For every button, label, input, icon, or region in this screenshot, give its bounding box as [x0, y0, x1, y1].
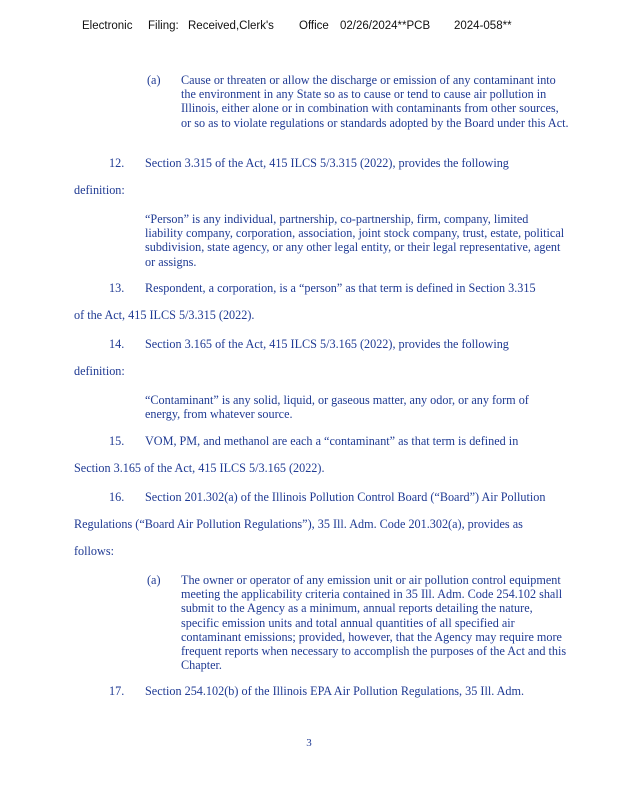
- header-office: Office: [299, 20, 329, 32]
- header-electronic: Electronic: [82, 20, 133, 32]
- page-number: 3: [306, 737, 312, 749]
- paragraph-text: Section 3.165 of the Act, 415 ILCS 5/3.165 (2022), provides the following: [145, 337, 509, 351]
- header-date: 02/26/2024**PCB: [340, 20, 431, 32]
- header-filing: Filing:: [148, 20, 179, 32]
- paragraph-number: 16.: [109, 490, 125, 504]
- paragraph-text: Section 254.102(b) of the Illinois EPA Air Pollution Regulations, 35 Ill. Adm.: [145, 684, 525, 698]
- paragraph-number: 17.: [109, 684, 125, 698]
- paragraph-14-continuation: definition:: [74, 364, 125, 378]
- quote-marker-a-2: (a): [147, 573, 161, 587]
- header-case-number: 2024-058**: [454, 20, 512, 32]
- paragraph-text: Respondent, a corporation, is a “person” as that term is defined in Section 3.315: [145, 281, 536, 295]
- paragraph-number: 15.: [109, 434, 125, 448]
- paragraph-text: Section 3.315 of the Act, 415 ILCS 5/3.315 (2022), provides the following: [145, 156, 509, 170]
- paragraph-number: 12.: [109, 156, 125, 170]
- paragraph-number: 13.: [109, 281, 125, 295]
- paragraph-text: Section 201.302(a) of the Illinois Pollution Control Board (“Board”) Air Pollution: [145, 490, 546, 504]
- quote-marker-a: (a): [147, 73, 161, 87]
- header-received: Received,Clerk's: [188, 20, 274, 32]
- quote-block-person: “Person” is any individual, partnership, co-partnership, firm, company, limited liability company, corporation, association, joint stock company, trust, estate, political subdivision, state agency, or any other legal entity, or their legal representative, agent or assigns.: [145, 212, 565, 269]
- paragraph-15-continuation: Section 3.165 of the Act, 415 ILCS 5/3.165 (2022).: [74, 461, 325, 475]
- quote-block-contaminant: “Contaminant” is any solid, liquid, or gaseous matter, any odor, or any form of energy, from whatever source.: [145, 393, 529, 422]
- paragraph-13-continuation: of the Act, 415 ILCS 5/3.315 (2022).: [74, 308, 255, 322]
- paragraph-number: 14.: [109, 337, 125, 351]
- quote-block-discharge: Cause or threaten or allow the discharge or emission of any contaminant into the environment in any State so as to cause or tend to cause air pollution in Illinois, either alone or in combination with contaminants from other sources, or so as to violate regulations or standards adopted by the Board under this Act.: [181, 73, 569, 130]
- paragraph-16-continuation: Regulations (“Board Air Pollution Regulations”), 35 Ill. Adm. Code 201.302(a), provides as: [74, 517, 523, 531]
- paragraph-text: VOM, PM, and methanol are each a “contaminant” as that term is defined in: [145, 434, 519, 448]
- paragraph-12-continuation: definition:: [74, 183, 125, 197]
- paragraph-16-continuation-2: follows:: [74, 544, 114, 558]
- quote-block-owner-operator: The owner or operator of any emission unit or air pollution control equipment meeting the applicability criteria contained in 35 Ill. Adm. Code 254.102 shall submit to the Agency as a minimum, annual reports detailing the nature, specific emission units and total annual quantities of all specified air contaminant emissions; provided, however, that the Agency may require more frequent reports when necessary to accomplish the purposes of the Act and this Chapter.: [181, 573, 567, 673]
